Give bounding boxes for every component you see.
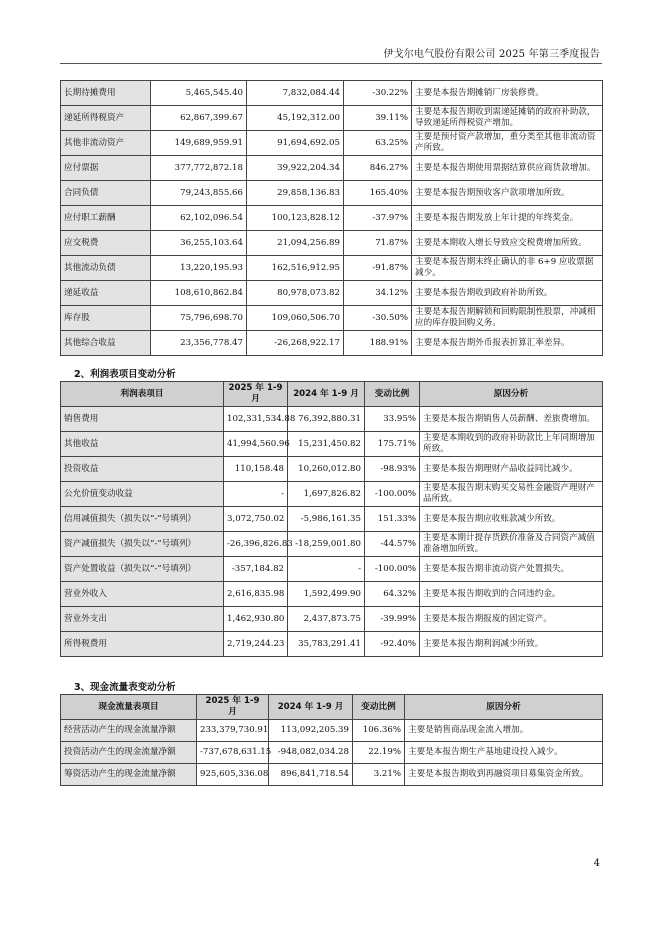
income-current-value-cell: -26,396,826.83	[224, 532, 288, 557]
income-change-ratio-cell: -44.57%	[365, 532, 420, 557]
income-reason-cell: 主要是本期收到的政府补助款比上年同期增加所致。	[420, 432, 603, 457]
balance-prior-value-cell: 45,192,312.00	[247, 106, 344, 131]
balance-item-name-cell: 其他流动负债	[61, 256, 151, 281]
income-prior-value-cell: 2,437,873.75	[288, 607, 365, 632]
cashflow-current-value-cell: 925,605,336.08	[197, 764, 269, 786]
cashflow-header-row	[61, 695, 603, 720]
income-current-value-cell: -357,184.82	[224, 557, 288, 582]
income-current-value-cell: 3,072,750.02	[224, 507, 288, 532]
balance-current-value-cell: 23,356,778.47	[151, 331, 247, 356]
balance-item-name-cell: 合同负债	[61, 181, 151, 206]
balance-reason-cell: 主要是本报告期末终止确认的非 6+9 应收票据减少。	[412, 256, 603, 281]
income-col-2025: 2025 年 1-9 月	[224, 382, 288, 407]
income-prior-value-cell: 15,231,450.82	[288, 432, 365, 457]
income-current-value-cell: 41,994,560.96	[224, 432, 288, 457]
balance-prior-value-cell: 162,516,912.95	[247, 256, 344, 281]
income-prior-value-cell: 1,592,499.90	[288, 582, 365, 607]
balance-item-name-cell: 其他综合收益	[61, 331, 151, 356]
cashflow-item-name-cell: 经营活动产生的现金流量净额	[61, 720, 197, 742]
income-item-name-cell: 所得税费用	[61, 632, 224, 657]
page-number: 4	[593, 858, 600, 869]
balance-current-value-cell: 62,102,096.54	[151, 206, 247, 231]
balance-change-ratio-cell: 71.87%	[344, 231, 412, 256]
balance-prior-value-cell: -26,268,922.17	[247, 331, 344, 356]
income-prior-value-cell: -18,259,001.80	[288, 532, 365, 557]
income-row	[61, 457, 603, 482]
balance-prior-value-cell: 80,978,073.82	[247, 281, 344, 306]
income-current-value-cell: 102,331,534.88	[224, 407, 288, 432]
income-reason-cell: 主要是本报告期利润减少所致。	[420, 632, 603, 657]
balance-row	[61, 131, 603, 156]
income-change-ratio-cell: 175.71%	[365, 432, 420, 457]
income-statement-table	[60, 381, 603, 657]
balance-current-value-cell: 5,465,545.40	[151, 81, 247, 106]
balance-change-ratio-cell: 165.40%	[344, 181, 412, 206]
income-item-name-cell: 营业外支出	[61, 607, 224, 632]
balance-item-name-cell: 递延收益	[61, 281, 151, 306]
balance-reason-cell: 主要是本报告期解锁和回购限制性股票，冲减相应的库存股回购义务。	[412, 306, 603, 331]
header-divider	[60, 63, 602, 64]
balance-item-name-cell: 应交税费	[61, 231, 151, 256]
balance-sheet-table	[60, 80, 603, 356]
report-header: 伊戈尔电气股份有限公司 2025 年第三季度报告	[383, 49, 600, 60]
cashflow-row	[61, 742, 603, 764]
income-col-reason: 原因分析	[420, 382, 603, 407]
balance-prior-value-cell: 7,832,084.44	[247, 81, 344, 106]
income-change-ratio-cell: 151.33%	[365, 507, 420, 532]
balance-row	[61, 306, 603, 331]
balance-prior-value-cell: 109,060,506.70	[247, 306, 344, 331]
cashflow-row	[61, 764, 603, 786]
balance-prior-value-cell: 29,858,136.83	[247, 181, 344, 206]
balance-change-ratio-cell: -37.97%	[344, 206, 412, 231]
income-item-name-cell: 营业外收入	[61, 582, 224, 607]
income-reason-cell: 主要是本报告期销售人员薪酬、差旅费增加。	[420, 407, 603, 432]
balance-row	[61, 281, 603, 306]
income-row	[61, 632, 603, 657]
income-reason-cell: 主要是本报告期收到的合同违约金。	[420, 582, 603, 607]
income-change-ratio-cell: -100.00%	[365, 557, 420, 582]
income-change-ratio-cell: -39.99%	[365, 607, 420, 632]
income-item-name-cell: 其他收益	[61, 432, 224, 457]
cashflow-section-title: 3、现金流量表变动分析	[74, 682, 176, 693]
cashflow-col-item: 现金流量表项目	[61, 695, 197, 720]
income-item-name-cell: 投资收益	[61, 457, 224, 482]
income-prior-value-cell: 35,783,291.41	[288, 632, 365, 657]
balance-change-ratio-cell: 34.12%	[344, 281, 412, 306]
balance-item-name-cell: 递延所得税资产	[61, 106, 151, 131]
cashflow-current-value-cell: 233,379,730.91	[197, 720, 269, 742]
income-item-name-cell: 公允价值变动收益	[61, 482, 224, 507]
balance-change-ratio-cell: -91.87%	[344, 256, 412, 281]
balance-reason-cell: 主要是本报告期收到需递延摊销的政府补助款，导致递延所得税资产增加。	[412, 106, 603, 131]
income-row	[61, 557, 603, 582]
balance-reason-cell: 主要是本报告期预收客户款项增加所致。	[412, 181, 603, 206]
balance-current-value-cell: 62,867,399.67	[151, 106, 247, 131]
income-row	[61, 582, 603, 607]
balance-reason-cell: 主要是本报告期发放上年计提的年终奖金。	[412, 206, 603, 231]
cashflow-change-ratio-cell: 3.21%	[353, 764, 405, 786]
income-current-value-cell: 2,719,244.23	[224, 632, 288, 657]
income-header-row	[61, 382, 603, 407]
income-reason-cell: 主要是本报告期理财产品收益同比减少。	[420, 457, 603, 482]
cashflow-prior-value-cell: -948,082,034.28	[269, 742, 353, 764]
balance-reason-cell: 主要是本报告期外币报表折算汇率差异。	[412, 331, 603, 356]
cashflow-current-value-cell: -737,678,631.15	[197, 742, 269, 764]
income-prior-value-cell: 10,260,012.80	[288, 457, 365, 482]
income-prior-value-cell: 1,697,826.82	[288, 482, 365, 507]
balance-reason-cell: 主要是本报告期收到政府补助所致。	[412, 281, 603, 306]
balance-current-value-cell: 149,689,959.91	[151, 131, 247, 156]
income-col-2024: 2024 年 1-9 月	[288, 382, 365, 407]
balance-item-name-cell: 库存股	[61, 306, 151, 331]
cashflow-reason-cell: 主要是销售商品现金流入增加。	[405, 720, 603, 742]
balance-current-value-cell: 377,772,872.18	[151, 156, 247, 181]
balance-item-name-cell: 应付票据	[61, 156, 151, 181]
income-reason-cell: 主要是本报告期末购买交易性金融资产理财产品所致。	[420, 482, 603, 507]
cashflow-item-name-cell: 投资活动产生的现金流量净额	[61, 742, 197, 764]
balance-item-name-cell: 应付职工薪酬	[61, 206, 151, 231]
cashflow-prior-value-cell: 113,092,205.39	[269, 720, 353, 742]
cashflow-prior-value-cell: 896,841,718.54	[269, 764, 353, 786]
balance-change-ratio-cell: 63.25%	[344, 131, 412, 156]
income-item-name-cell: 信用减值损失（损失以“-”号填列）	[61, 507, 224, 532]
cashflow-statement-table	[60, 694, 603, 786]
balance-change-ratio-cell: 39.11%	[344, 106, 412, 131]
income-reason-cell: 主要是本报告期非流动资产处置损失。	[420, 557, 603, 582]
income-change-ratio-cell: 64.32%	[365, 582, 420, 607]
balance-reason-cell: 主要是本期收入增长导致应交税费增加所致。	[412, 231, 603, 256]
balance-reason-cell: 主要是本报告期使用票据结算供应商货款增加。	[412, 156, 603, 181]
income-item-name-cell: 销售费用	[61, 407, 224, 432]
income-col-change: 变动比例	[365, 382, 420, 407]
balance-change-ratio-cell: 188.91%	[344, 331, 412, 356]
balance-change-ratio-cell: -30.22%	[344, 81, 412, 106]
income-current-value-cell: 1,462,930.80	[224, 607, 288, 632]
income-row	[61, 532, 603, 557]
balance-current-value-cell: 36,255,103.64	[151, 231, 247, 256]
income-change-ratio-cell: -98.93%	[365, 457, 420, 482]
balance-reason-cell: 主要是本报告期摊销厂房装修费。	[412, 81, 603, 106]
income-reason-cell: 主要是本报告期应收账款减少所致。	[420, 507, 603, 532]
income-change-ratio-cell: -100.00%	[365, 482, 420, 507]
income-row	[61, 482, 603, 507]
balance-item-name-cell: 其他非流动资产	[61, 131, 151, 156]
cashflow-col-change: 变动比例	[353, 695, 405, 720]
income-current-value-cell: 110,158.48	[224, 457, 288, 482]
income-current-value-cell: 2,616,835.98	[224, 582, 288, 607]
income-row	[61, 432, 603, 457]
income-current-value-cell: -	[224, 482, 288, 507]
income-item-name-cell: 资产减值损失（损失以“-”号填列）	[61, 532, 224, 557]
cashflow-col-2024: 2024 年 1-9 月	[269, 695, 353, 720]
income-prior-value-cell: 76,392,880.31	[288, 407, 365, 432]
income-row	[61, 507, 603, 532]
cashflow-row	[61, 720, 603, 742]
cashflow-col-reason: 原因分析	[405, 695, 603, 720]
cashflow-reason-cell: 主要是本报告期收到再融资项目募集资金所致。	[405, 764, 603, 786]
balance-change-ratio-cell: -30.50%	[344, 306, 412, 331]
income-reason-cell: 主要是本期计提存货跌价准备及合同资产减值准备增加所致。	[420, 532, 603, 557]
income-row	[61, 607, 603, 632]
balance-item-name-cell: 长期待摊费用	[61, 81, 151, 106]
balance-row	[61, 206, 603, 231]
income-item-name-cell: 资产处置收益（损失以“-”号填列）	[61, 557, 224, 582]
income-row	[61, 407, 603, 432]
cashflow-change-ratio-cell: 22.19%	[353, 742, 405, 764]
balance-prior-value-cell: 91,694,692.05	[247, 131, 344, 156]
cashflow-item-name-cell: 筹资活动产生的现金流量净额	[61, 764, 197, 786]
balance-prior-value-cell: 100,123,828.12	[247, 206, 344, 231]
balance-current-value-cell: 13,220,195.93	[151, 256, 247, 281]
balance-current-value-cell: 75,796,698.70	[151, 306, 247, 331]
cashflow-col-2025: 2025 年 1-9 月	[197, 695, 269, 720]
balance-row	[61, 231, 603, 256]
balance-row	[61, 331, 603, 356]
income-reason-cell: 主要是本报告期报废的固定资产。	[420, 607, 603, 632]
balance-prior-value-cell: 21,094,256.89	[247, 231, 344, 256]
balance-row	[61, 181, 603, 206]
balance-row	[61, 156, 603, 181]
income-col-item: 利润表项目	[61, 382, 224, 407]
balance-row	[61, 81, 603, 106]
balance-change-ratio-cell: 846.27%	[344, 156, 412, 181]
balance-prior-value-cell: 39,922,204.34	[247, 156, 344, 181]
income-prior-value-cell: -5,986,161.35	[288, 507, 365, 532]
balance-current-value-cell: 108,610,862.84	[151, 281, 247, 306]
balance-row	[61, 106, 603, 131]
income-section-title: 2、利润表项目变动分析	[74, 369, 176, 380]
income-change-ratio-cell: -92.40%	[365, 632, 420, 657]
income-change-ratio-cell: 33.95%	[365, 407, 420, 432]
cashflow-reason-cell: 主要是本报告期生产基地建设投入减少。	[405, 742, 603, 764]
income-prior-value-cell: -	[288, 557, 365, 582]
balance-current-value-cell: 79,243,855.66	[151, 181, 247, 206]
balance-reason-cell: 主要是预付资产款增加，重分类至其他非流动资产所致。	[412, 131, 603, 156]
balance-row	[61, 256, 603, 281]
cashflow-change-ratio-cell: 106.36%	[353, 720, 405, 742]
